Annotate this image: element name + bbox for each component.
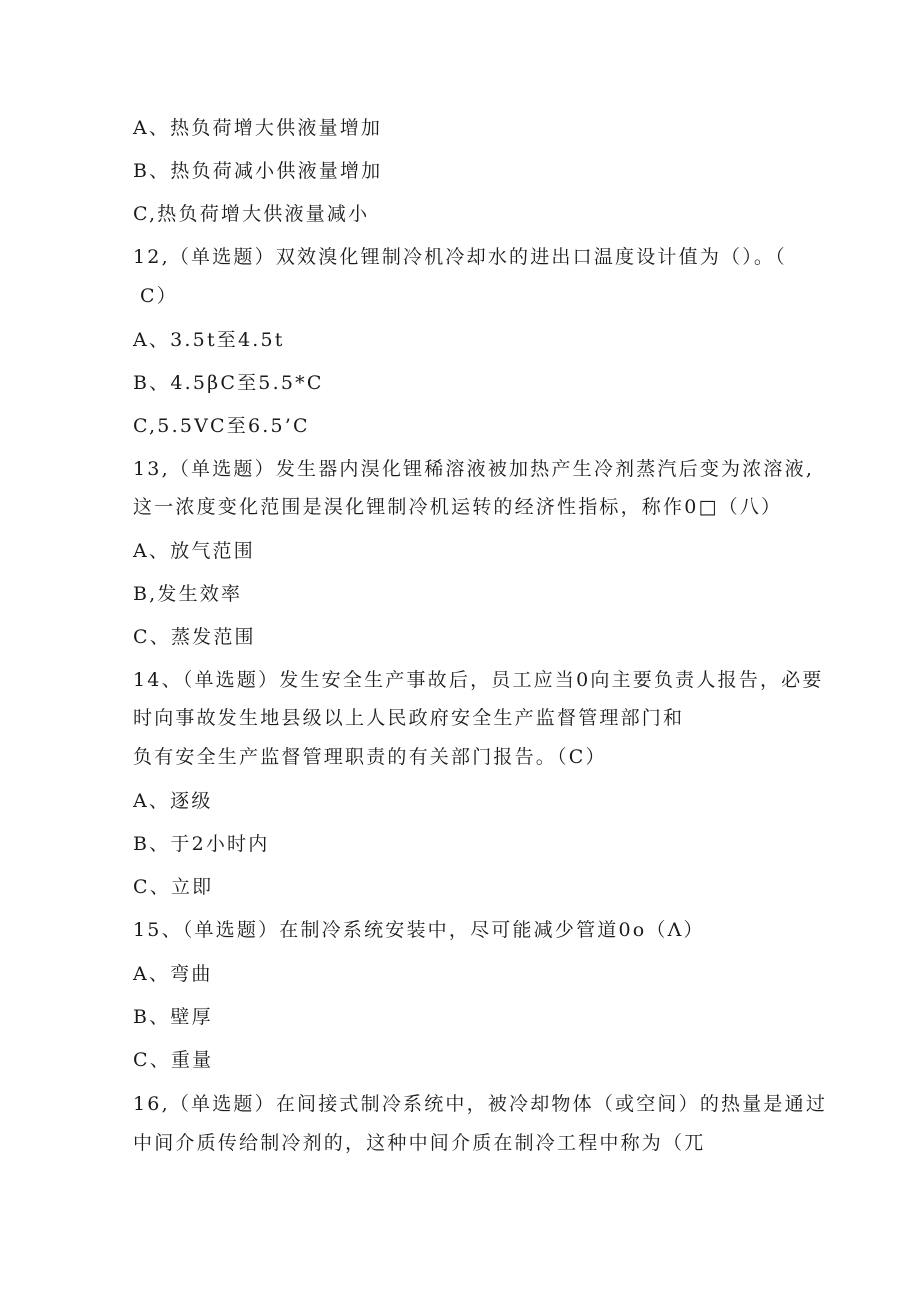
q13-option-b: B,发生效率 [133, 583, 243, 605]
q11-option-a: A、热负荷增大供液量增加 [133, 117, 383, 139]
q13-option-a: A、放气范围 [133, 540, 255, 562]
q15-option-b: B、壁厚 [133, 1006, 213, 1028]
q14-question-line2: 时向事故发生地县级以上人民政府安全生产监督管理部门和 [133, 707, 685, 729]
q12-option-b: B、4.5βC至5.5*C [133, 372, 324, 394]
q12-option-c: C,5.5VC至6.5’C [133, 415, 310, 437]
q12-option-a: A、3.5t至4.5t [133, 329, 285, 351]
q14-question-line3: 负有安全生产监督管理职责的有关部门报告。（C） [133, 746, 607, 768]
q12-answer: C） [140, 285, 178, 307]
q11-option-c: C,热负荷增大供液量减小 [133, 203, 370, 225]
q12-question: 12,（单选题）双效溴化锂制冷机冷却水的进出口温度设计值为（）。（ [133, 246, 787, 268]
q13-question-line2: 这一浓度变化范围是淏化锂制冷机运转的经济性指标，称作0□（八） [133, 496, 783, 518]
q14-option-a: A、逐级 [133, 790, 213, 812]
q14-option-b: B、于2小时内 [133, 833, 270, 855]
q16-question-line1: 16,（单选题）在间接式制冷系统中，被冷却物体（或空间）的热量是通过 [133, 1093, 828, 1115]
q15-option-a: A、弯曲 [133, 963, 213, 985]
q14-question-line1: 14、（单选题）发生安全生产事故后，员工应当0向主要负责人报告，必要 [133, 669, 824, 691]
q14-option-c: C、立即 [133, 876, 214, 898]
q15-question: 15、（单选题）在制冷系统安装中，尽可能减少管道0o（Λ） [133, 919, 705, 941]
q13-question-line1: 13,（单选题）发生器内淏化锂稀溶液被加热产生冷剂蒸汽后变为浓溶液, [133, 458, 815, 480]
q15-option-c: C、重量 [133, 1049, 214, 1071]
q16-question-line2: 中间介质传给制冷剂的，这种中间介质在制冷工程中称为（兀 [133, 1132, 706, 1154]
q11-option-b: B、热负荷减小供液量增加 [133, 160, 383, 182]
q13-option-c: C、蒸发范围 [133, 626, 256, 648]
